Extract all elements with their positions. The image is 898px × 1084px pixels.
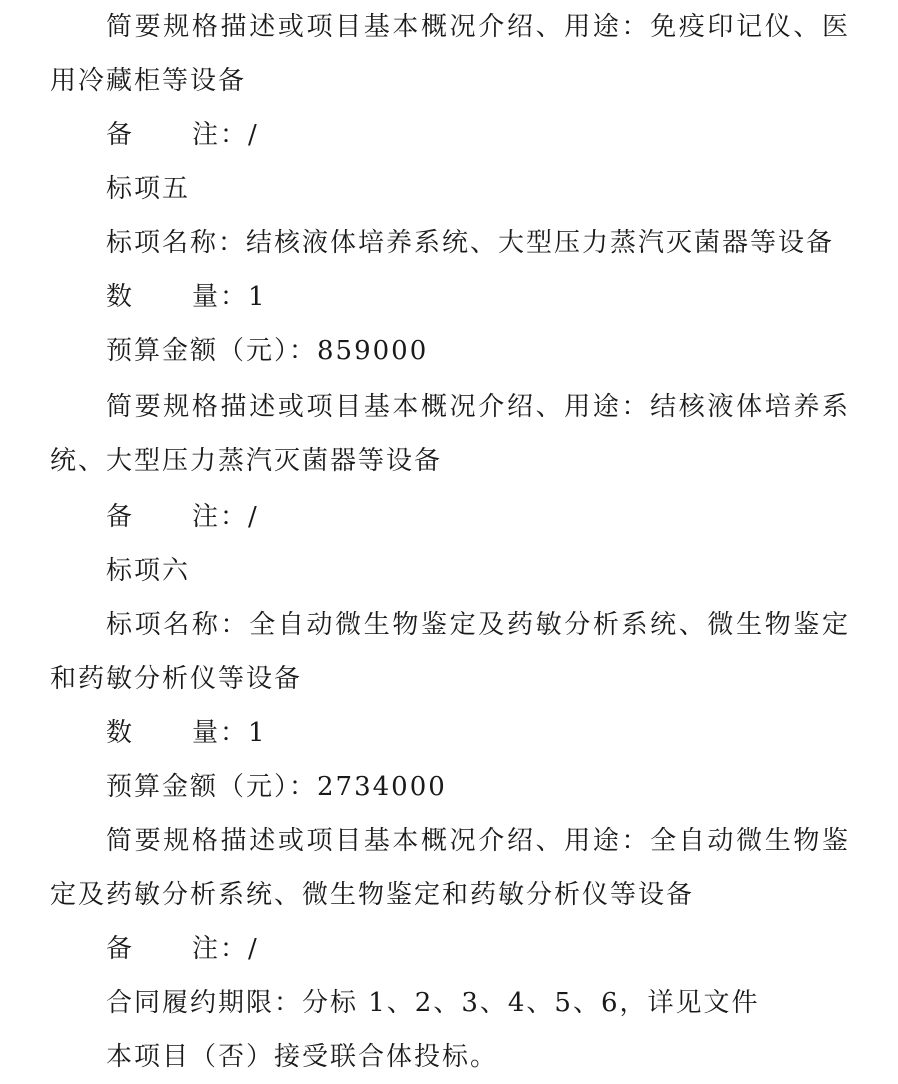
note-label-rest: 注：/ — [192, 934, 259, 964]
item4-description-line1: 简要规格描述或项目基本概况介绍、用途：免疫印记仪、医 — [106, 12, 850, 42]
note-label-rest: 注：/ — [192, 502, 259, 532]
quantity-label-rest: 量：1 — [192, 282, 267, 312]
item5-description-line2: 统、大型压力蒸汽灭菌器等设备 — [50, 446, 443, 476]
item5-description-line1: 简要规格描述或项目基本概况介绍、用途：结核液体培养系 — [106, 392, 850, 422]
item5-name: 标项名称：结核液体培养系统、大型压力蒸汽灭菌器等设备 — [106, 228, 835, 258]
note-label-char1: 备 — [106, 502, 135, 532]
item6-name-line1: 标项名称：全自动微生物鉴定及药敏分析系统、微生物鉴定 — [106, 610, 850, 640]
item6-title: 标项六 — [106, 556, 191, 586]
consortium-statement: 本项目（否）接受联合体投标。 — [106, 1042, 499, 1072]
item5-title: 标项五 — [106, 174, 191, 204]
note-label-char1: 备 — [106, 120, 135, 150]
item6-budget: 预算金额（元）：2734000 — [106, 772, 447, 802]
note-label-rest: 注：/ — [192, 120, 259, 150]
contract-period: 合同履约期限：分标 1、2、3、4、5、6，详见文件 — [106, 988, 760, 1018]
item6-quantity — [106, 706, 850, 760]
quantity-label-char1: 数 — [106, 282, 135, 312]
item4-description-line2: 用冷藏柜等设备 — [50, 66, 247, 96]
item5-quantity — [106, 270, 850, 324]
item6-description-line1: 简要规格描述或项目基本概况介绍、用途：全自动微生物鉴 — [106, 826, 850, 856]
item6-name-line2: 和药敏分析仪等设备 — [50, 664, 303, 694]
item6-note — [106, 922, 850, 976]
item4-note — [106, 108, 850, 162]
item5-budget: 预算金额（元）：859000 — [106, 336, 429, 366]
item5-note — [106, 490, 850, 544]
item6-description-line2: 定及药敏分析系统、微生物鉴定和药敏分析仪等设备 — [50, 880, 695, 910]
quantity-label-char1: 数 — [106, 718, 135, 748]
note-label-char1: 备 — [106, 934, 135, 964]
quantity-label-rest: 量：1 — [192, 718, 267, 748]
